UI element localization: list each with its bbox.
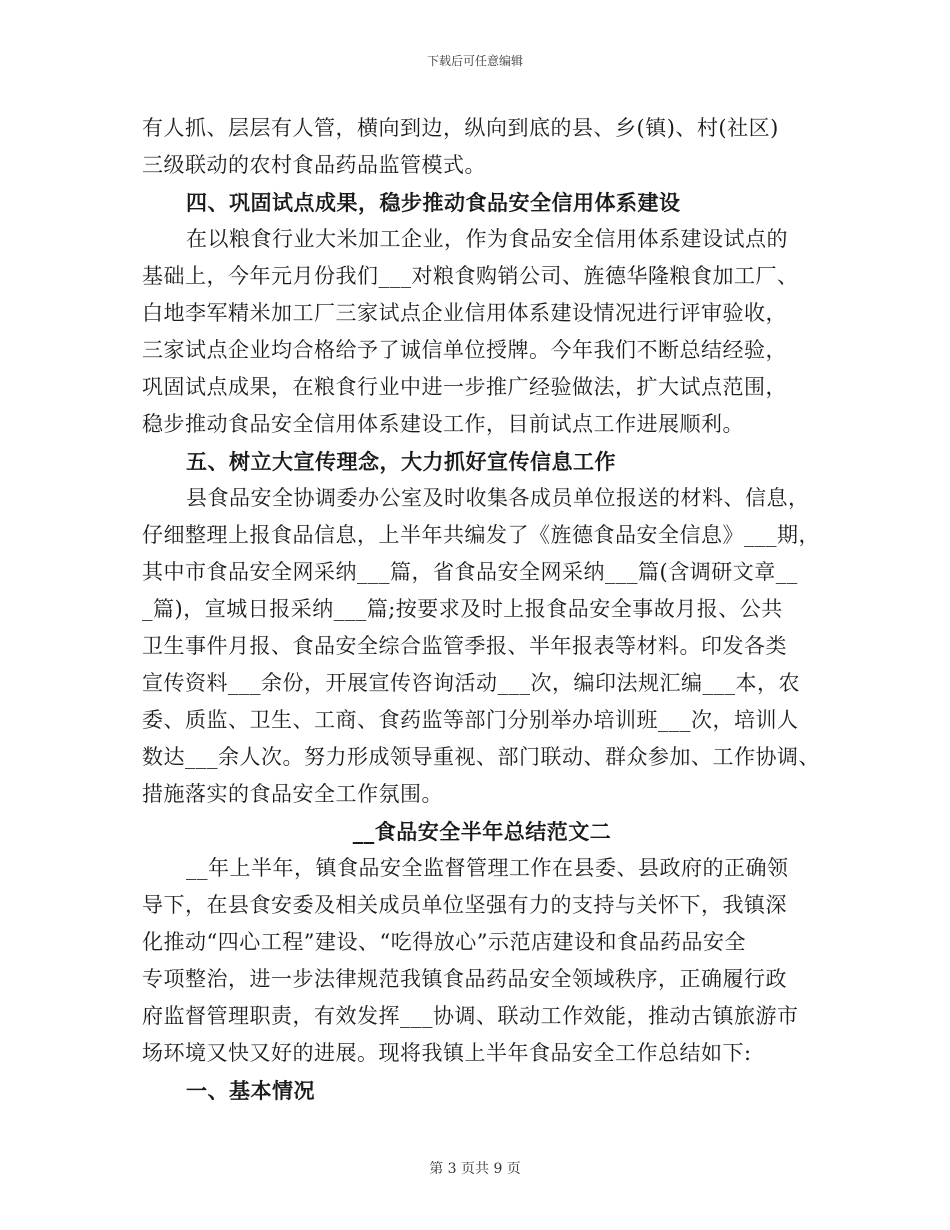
text-line: 仔细整理上报食品信息，上半年共编发了《旌德食品安全信息》___期， [142, 523, 820, 547]
text-line: 白地李军精米加工厂三家试点企业信用体系建设情况进行评审验收， [142, 301, 787, 325]
text-line: 稳步推动食品安全信用体系建设工作，目前试点工作进展顺利。 [142, 412, 744, 436]
section-heading: 四、巩固试点成果，稳步推动食品安全信用体系建设 [186, 190, 681, 215]
text-line: 有人抓、层层有人管，横向到边，纵向到底的县、乡(镇)、村(社区) [142, 116, 779, 140]
page-footer: 第 3 页共 9 页 [429, 1161, 521, 1177]
text-line: 巩固试点成果，在粮食行业中进一步推广经验做法，扩大试点范围， [142, 375, 787, 399]
text-line: 宣传资料___余份，开展宣传咨询活动___次，编印法规汇编___本，农 [142, 671, 800, 695]
text-line: 措施落实的食品安全工作氛围。 [142, 782, 443, 806]
text-line: _篇)，宣城日报采纳___篇;按要求及时上报食品安全事故月报、公共 [142, 597, 783, 621]
text-line: 导下，在县食安委及相关成员单位坚强有力的支持与关怀下，我镇深 [142, 893, 787, 917]
text-line: 委、质监、卫生、工商、食药监等部门分别举办培训班___次，培训人 [142, 708, 799, 732]
text-line: __年上半年，镇食品安全监督管理工作在县委、县政府的正确领 [186, 856, 789, 880]
section-heading: __食品安全半年总结范文二 [352, 819, 612, 844]
text-line: 基础上，今年元月份我们___对粮食购销公司、旌德华隆粮食加工厂、 [142, 264, 799, 288]
section-heading: 一、基本情况 [186, 1078, 315, 1103]
text-line: 三级联动的农村食品药品监管模式。 [142, 153, 486, 177]
text-line: 化推动“四心工程”建设、“吃得放心”示范店建设和食品药品安全 [142, 930, 746, 954]
text-line: 府监督管理职责，有效发挥___协调、联动工作效能，推动古镇旅游市 [142, 1004, 799, 1028]
page-header: 下载后可任意编辑 [426, 54, 523, 68]
text-line: 三家试点企业均合格给予了诚信单位授牌。今年我们不断总结经验， [142, 338, 787, 362]
document-body [142, 110, 822, 1109]
text-line: 在以粮食行业大米加工企业，作为食品安全信用体系建设试点的 [186, 227, 788, 251]
text-line: 场环境又快又好的进展。现将我镇上半年食品安全工作总结如下: [142, 1041, 752, 1065]
section-heading: 五、树立大宣传理念，大力抓好宣传信息工作 [186, 449, 616, 474]
text-line: 其中市食品安全网采纳___篇，省食品安全网采纳___篇(含调研文章__ [142, 560, 798, 584]
text-line: 专项整治，进一步法律规范我镇食品药品安全领域秩序，正确履行政 [142, 967, 787, 991]
text-line: 数达___余人次。努力形成领导重视、部门联动、群众参加、工作协调、 [142, 745, 820, 769]
text-line: 县食品安全协调委办公室及时收集各成员单位报送的材料、信息， [186, 486, 810, 510]
text-line: 卫生事件月报、食品安全综合监管季报、半年报表等材料。印发各类 [142, 634, 787, 658]
